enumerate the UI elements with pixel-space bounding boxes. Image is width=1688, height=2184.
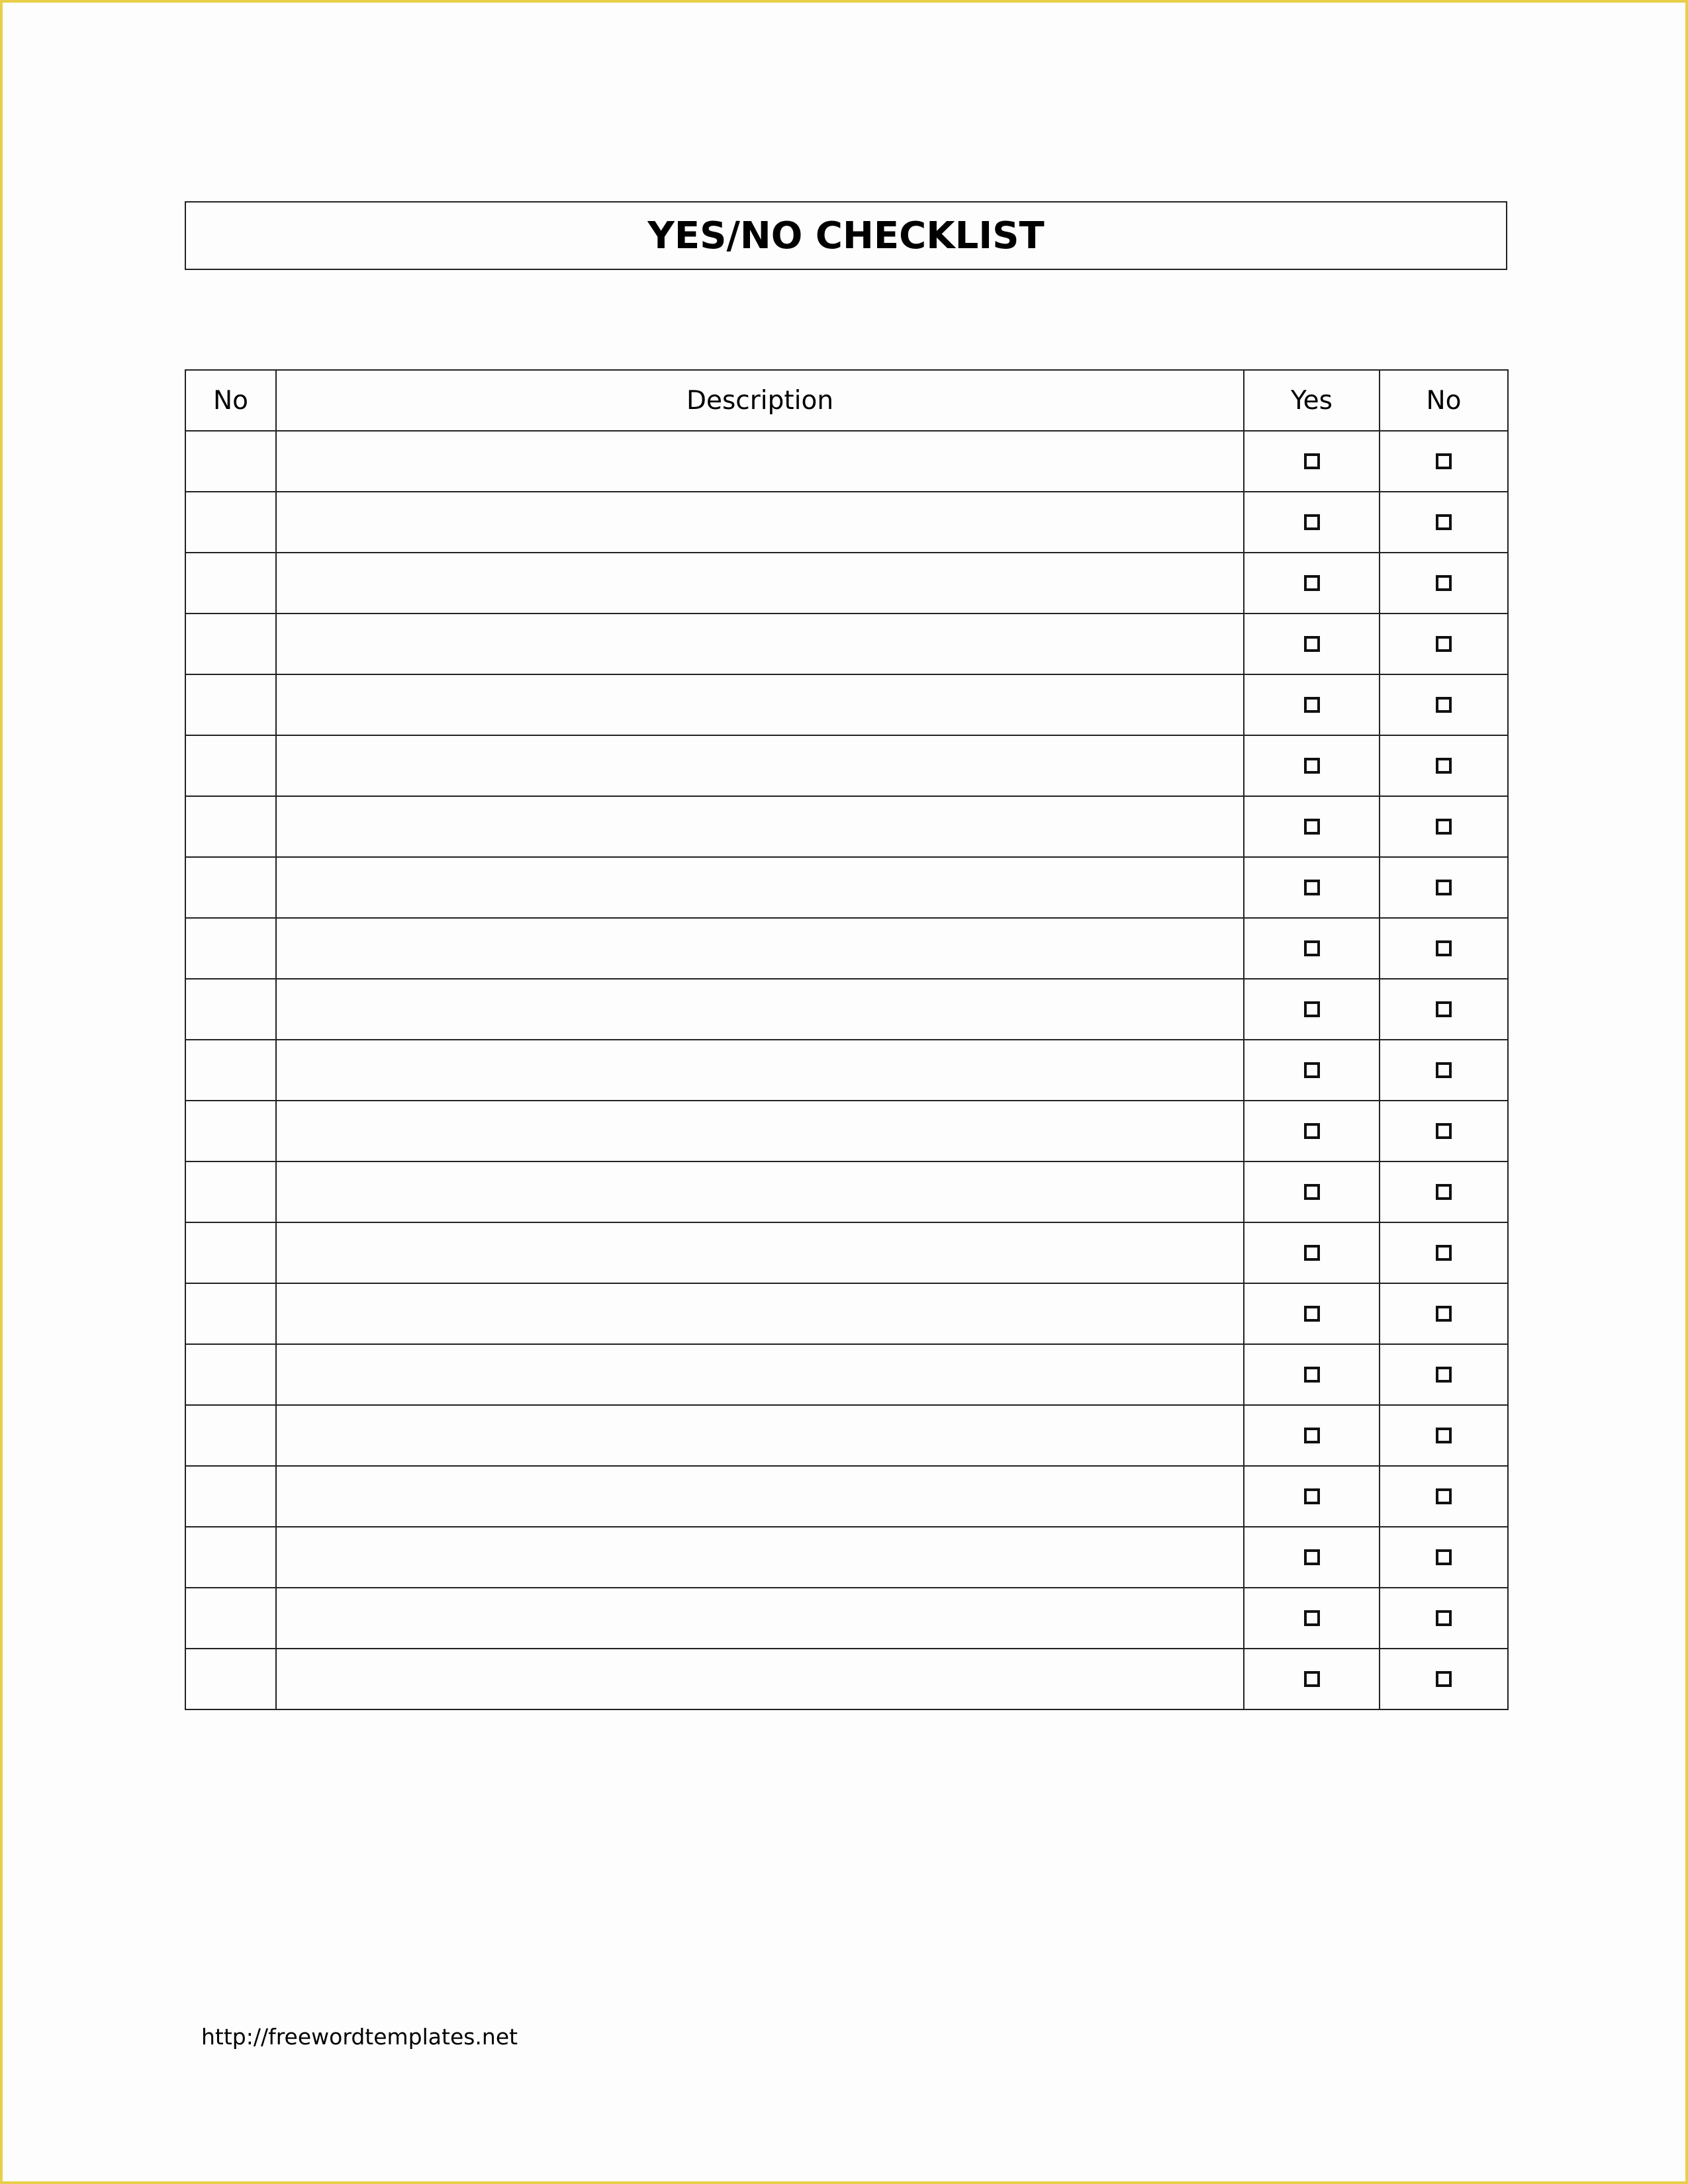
row-no-cell	[1380, 1466, 1508, 1527]
row-description-cell[interactable]	[276, 1527, 1244, 1588]
row-no-cell	[1380, 979, 1508, 1040]
table-row	[185, 735, 1508, 796]
table-row	[185, 1344, 1508, 1405]
row-yes-cell	[1244, 492, 1380, 553]
no-checkbox[interactable]	[1436, 697, 1452, 713]
no-checkbox[interactable]	[1436, 575, 1452, 591]
row-yes-cell	[1244, 857, 1380, 918]
row-description-cell[interactable]	[276, 796, 1244, 857]
row-description-cell[interactable]	[276, 1588, 1244, 1649]
row-number-cell[interactable]	[185, 918, 276, 979]
row-description-cell[interactable]	[276, 1161, 1244, 1222]
row-number-cell[interactable]	[185, 674, 276, 735]
row-yes-cell	[1244, 1283, 1380, 1344]
yes-checkbox[interactable]	[1304, 453, 1320, 469]
no-checkbox[interactable]	[1436, 1488, 1452, 1504]
no-checkbox[interactable]	[1436, 1549, 1452, 1565]
row-number-cell[interactable]	[185, 735, 276, 796]
row-yes-cell	[1244, 1527, 1380, 1588]
table-row	[185, 796, 1508, 857]
row-number-cell[interactable]	[185, 614, 276, 674]
table-row	[185, 1588, 1508, 1649]
yes-checkbox[interactable]	[1304, 1488, 1320, 1504]
header-no-answer: No	[1380, 370, 1508, 431]
row-yes-cell	[1244, 553, 1380, 614]
row-yes-cell	[1244, 979, 1380, 1040]
no-checkbox[interactable]	[1436, 1062, 1452, 1078]
row-description-cell[interactable]	[276, 431, 1244, 492]
table-row	[185, 857, 1508, 918]
row-description-cell[interactable]	[276, 553, 1244, 614]
row-no-cell	[1380, 1222, 1508, 1283]
row-yes-cell	[1244, 1222, 1380, 1283]
row-yes-cell	[1244, 796, 1380, 857]
yes-checkbox[interactable]	[1304, 1123, 1320, 1139]
no-checkbox[interactable]	[1436, 1428, 1452, 1443]
no-checkbox[interactable]	[1436, 880, 1452, 895]
row-description-cell[interactable]	[276, 1344, 1244, 1405]
row-no-cell	[1380, 1283, 1508, 1344]
row-no-cell	[1380, 1405, 1508, 1466]
row-description-cell[interactable]	[276, 1283, 1244, 1344]
no-checkbox[interactable]	[1436, 1671, 1452, 1687]
row-yes-cell	[1244, 735, 1380, 796]
header-row	[185, 370, 1508, 431]
row-no-cell	[1380, 1649, 1508, 1709]
yes-checkbox[interactable]	[1304, 1001, 1320, 1017]
row-number-cell[interactable]	[185, 979, 276, 1040]
row-description-cell[interactable]	[276, 1649, 1244, 1709]
yes-checkbox[interactable]	[1304, 1062, 1320, 1078]
row-no-cell	[1380, 1588, 1508, 1649]
yes-checkbox[interactable]	[1304, 1549, 1320, 1565]
row-description-cell[interactable]	[276, 492, 1244, 553]
row-no-cell	[1380, 614, 1508, 674]
yes-checkbox[interactable]	[1304, 1428, 1320, 1443]
row-description-cell[interactable]	[276, 1101, 1244, 1161]
row-number-cell[interactable]	[185, 431, 276, 492]
row-no-cell	[1380, 553, 1508, 614]
table-row	[185, 1466, 1508, 1527]
no-checkbox[interactable]	[1436, 636, 1452, 652]
row-number-cell[interactable]	[185, 1161, 276, 1222]
title-box	[185, 201, 1507, 270]
table-row	[185, 1222, 1508, 1283]
row-number-cell[interactable]	[185, 1588, 276, 1649]
row-no-cell	[1380, 431, 1508, 492]
row-yes-cell	[1244, 1040, 1380, 1101]
row-number-cell[interactable]	[185, 1649, 276, 1709]
yes-checkbox[interactable]	[1304, 940, 1320, 956]
row-no-cell	[1380, 796, 1508, 857]
no-checkbox[interactable]	[1436, 514, 1452, 530]
row-number-cell[interactable]	[185, 796, 276, 857]
row-description-cell[interactable]	[276, 1405, 1244, 1466]
row-number-cell[interactable]	[185, 553, 276, 614]
yes-checkbox[interactable]	[1304, 1245, 1320, 1261]
table-row	[185, 918, 1508, 979]
checklist-body	[185, 431, 1508, 1709]
no-checkbox[interactable]	[1436, 453, 1452, 469]
yes-checkbox[interactable]	[1304, 636, 1320, 652]
no-checkbox[interactable]	[1436, 1610, 1452, 1626]
row-description-cell[interactable]	[276, 1222, 1244, 1283]
row-no-cell	[1380, 1527, 1508, 1588]
yes-checkbox[interactable]	[1304, 575, 1320, 591]
row-description-cell[interactable]	[276, 614, 1244, 674]
header-yes: Yes	[1244, 370, 1380, 431]
yes-checkbox[interactable]	[1304, 819, 1320, 835]
row-no-cell	[1380, 1344, 1508, 1405]
row-number-cell[interactable]	[185, 1101, 276, 1161]
table-row	[185, 553, 1508, 614]
yes-checkbox[interactable]	[1304, 1610, 1320, 1626]
row-no-cell	[1380, 492, 1508, 553]
row-yes-cell	[1244, 431, 1380, 492]
row-no-cell	[1380, 735, 1508, 796]
table-row	[185, 1101, 1508, 1161]
table-row	[185, 614, 1508, 674]
no-checkbox[interactable]	[1436, 1001, 1452, 1017]
row-yes-cell	[1244, 1649, 1380, 1709]
yes-checkbox[interactable]	[1304, 697, 1320, 713]
row-yes-cell	[1244, 1466, 1380, 1527]
row-number-cell[interactable]	[185, 1283, 276, 1344]
yes-checkbox[interactable]	[1304, 758, 1320, 774]
no-checkbox[interactable]	[1436, 819, 1452, 835]
no-checkbox[interactable]	[1436, 758, 1452, 774]
row-yes-cell	[1244, 1344, 1380, 1405]
row-number-cell[interactable]	[185, 1405, 276, 1466]
row-number-cell[interactable]	[185, 857, 276, 918]
row-number-cell[interactable]	[185, 492, 276, 553]
row-description-cell[interactable]	[276, 918, 1244, 979]
no-checkbox[interactable]	[1436, 1245, 1452, 1261]
yes-checkbox[interactable]	[1304, 1671, 1320, 1687]
header-no: No	[185, 370, 276, 431]
table-row	[185, 1649, 1508, 1709]
row-number-cell[interactable]	[185, 1466, 276, 1527]
row-yes-cell	[1244, 674, 1380, 735]
table-row	[185, 492, 1508, 553]
header-description: Description	[276, 370, 1244, 431]
row-no-cell	[1380, 674, 1508, 735]
table-row	[185, 1161, 1508, 1222]
row-description-cell[interactable]	[276, 674, 1244, 735]
row-number-cell[interactable]	[185, 1222, 276, 1283]
row-yes-cell	[1244, 1588, 1380, 1649]
row-description-cell[interactable]	[276, 979, 1244, 1040]
table-row	[185, 1527, 1508, 1588]
yes-checkbox[interactable]	[1304, 1367, 1320, 1383]
row-yes-cell	[1244, 1161, 1380, 1222]
table-row	[185, 979, 1508, 1040]
no-checkbox[interactable]	[1436, 940, 1452, 956]
table-row	[185, 1283, 1508, 1344]
page-title: YES/NO CHECKLIST	[647, 214, 1045, 257]
row-description-cell[interactable]	[276, 1466, 1244, 1527]
row-description-cell[interactable]	[276, 1040, 1244, 1101]
row-no-cell	[1380, 1040, 1508, 1101]
row-number-cell[interactable]	[185, 1527, 276, 1588]
no-checkbox[interactable]	[1436, 1367, 1452, 1383]
row-no-cell	[1380, 918, 1508, 979]
yes-checkbox[interactable]	[1304, 1184, 1320, 1200]
footer-url[interactable]: http://freewordtemplates.net	[201, 2024, 518, 2050]
table-row	[185, 1405, 1508, 1466]
no-checkbox[interactable]	[1436, 1123, 1452, 1139]
yes-checkbox[interactable]	[1304, 1306, 1320, 1322]
row-description-cell[interactable]	[276, 857, 1244, 918]
row-no-cell	[1380, 857, 1508, 918]
row-yes-cell	[1244, 918, 1380, 979]
yes-checkbox[interactable]	[1304, 514, 1320, 530]
row-yes-cell	[1244, 1101, 1380, 1161]
yes-checkbox[interactable]	[1304, 880, 1320, 895]
table-row	[185, 674, 1508, 735]
row-no-cell	[1380, 1161, 1508, 1222]
no-checkbox[interactable]	[1436, 1184, 1452, 1200]
row-yes-cell	[1244, 1405, 1380, 1466]
row-number-cell[interactable]	[185, 1344, 276, 1405]
row-number-cell[interactable]	[185, 1040, 276, 1101]
table-row	[185, 431, 1508, 492]
row-description-cell[interactable]	[276, 735, 1244, 796]
no-checkbox[interactable]	[1436, 1306, 1452, 1322]
row-no-cell	[1380, 1101, 1508, 1161]
row-yes-cell	[1244, 614, 1380, 674]
table-row	[185, 1040, 1508, 1101]
checklist-table	[185, 369, 1509, 1710]
